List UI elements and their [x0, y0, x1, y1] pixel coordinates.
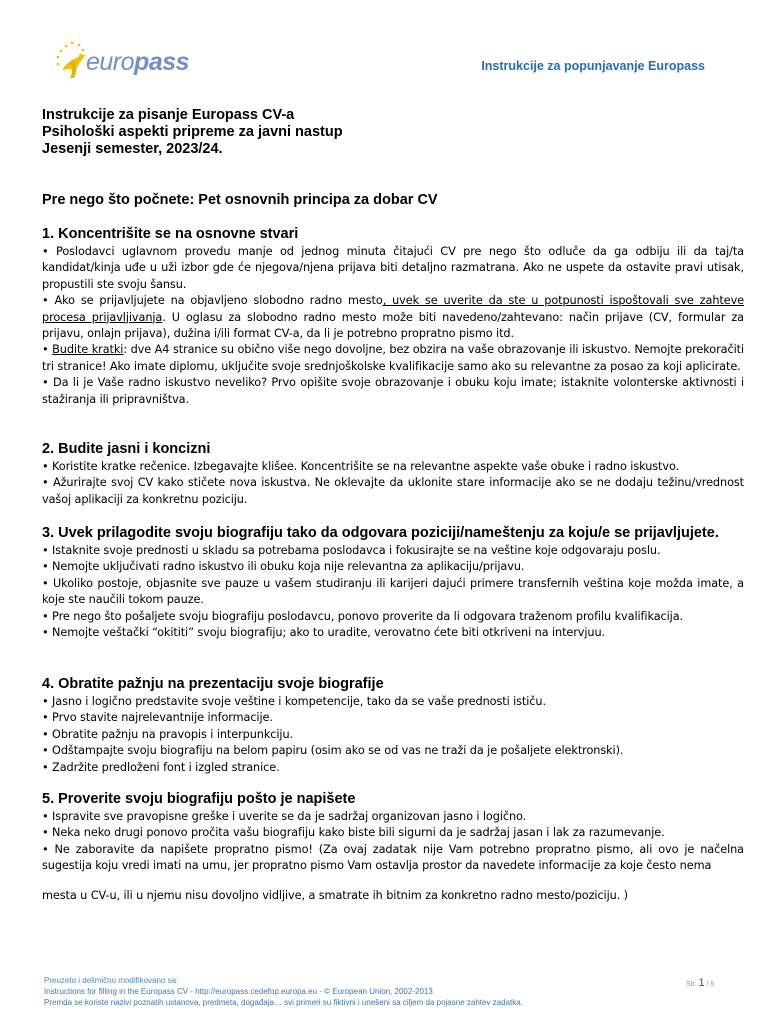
- section-1-bullet-3: • Budite kratki: dve A4 stranice su obično više nego dovoljne, bez obzira na vaše obrazovanje ili iskustvo. Nemojte prekoračiti tri stranice! Ako imate diplomu, uključite svoje srednjoškolske kvalifikacije samo ako su relevantne za posao za koji aplicirate.: [42, 343, 744, 373]
- footer-line-1: Preuzeto i delimično modifikovano sa:: [44, 976, 179, 985]
- europass-logo: [52, 40, 192, 82]
- footer-line-2: Instructions for filling in the Europass CV - http://europass.cedefop.europa.eu - © European Union, 2002-2013: [44, 987, 433, 996]
- section-1-bullet-4: • Da li je Vaše radno iskustvo neveliko? Prvo opišite svoje obrazovanje i obuku koju imate; istaknite volonterske aktivnosti i stažiranja ili pripravništva.: [42, 376, 744, 406]
- section-5-heading: 5. Proverite svoju biografiju pošto je napišete: [42, 791, 356, 807]
- section-4-bullet-1: • Jasno i logično predstavite svoje veštine i kompetencije, tako da se vaše prednosti ističu.: [42, 695, 546, 708]
- section-4-heading: 4. Obratite pažnju na prezentaciju svoje biografije: [42, 676, 384, 692]
- section-2: [42, 441, 744, 508]
- section-3-bullet-4: • Pre nego što pošaljete svoju biografiju poslodavcu, ponovo proverite da li odgovara traženom profilu kvalifikacija.: [42, 609, 684, 623]
- section-1-bullet-2: • Ako se prijavljujete na objavljeno slobodno radno mesto, uvek se uverite da ste u potpunosti ispoštovali sve zahteve procesa prijavljivanja. U oglasu za slobodno radno mesto može biti navedeno/zahtevano: način prijave (CV, formular za prijavu, onlajn prijava), dužina i/ili format CV-a, da li je potrebno propratno pismo itd.: [42, 294, 745, 341]
- section-2-bullet-1: • Koristite kratke rečenice. Izbegavajte klišee. Koncentrišite se na relevantne aspekte vaše obuke i radno iskustvo.: [42, 460, 680, 473]
- title-line-2: Psihološki aspekti pripreme za javni nastup: [42, 124, 343, 140]
- section-4: [42, 676, 744, 776]
- section-5-continuation: mesta u CV-u, ili u njemu nisu dovoljno vidljive, a smatrate ih bitnim za konkretno radno mesto/poziciju. ): [42, 888, 628, 902]
- document-title: [42, 107, 343, 158]
- section-4-bullet-2: • Prvo stavite najrelevantnije informacije.: [42, 711, 273, 725]
- header-title: Instrukcije za popunjavanje Europass: [481, 59, 705, 73]
- intro-heading: Pre nego što počnete: Pet osnovnih principa za dobar CV: [42, 192, 438, 208]
- section-5: [42, 791, 744, 904]
- footer-line-3: Premda se koriste nazivi poznatih ustanova, predmeta, događaja… svi primeri su fiktivni i unešeni sa ciljem da pojasne zahtev zadatka.: [44, 998, 523, 1007]
- europass-wordmark: europass: [86, 48, 190, 76]
- section-1: [42, 226, 744, 408]
- title-line-1: Instrukcije za pisanje Europass CV-a: [42, 107, 295, 123]
- section-2-bullet-2: • Ažurirajte svoj CV kako stičete nova iskustva. Ne oklevajte da uklonite stare informacije ako se ne dodaju težinu/vrednost vašoj aplikaciji za konkretnu poziciju.: [42, 476, 744, 506]
- section-3-heading: 3. Uvek prilagodite svoju biografiju tako da odgovara poziciji/nameštenju za koju/e se prijavljujete.: [42, 525, 719, 541]
- current-page: 1: [698, 977, 705, 989]
- section-3-bullet-5: • Nemojte veštački “okititi” svoju biografiju; ako to uradite, verovatno ćete biti otkriveni na intervjuu.: [42, 626, 606, 640]
- page-number: Str. 1 / 5: [686, 977, 715, 989]
- section-5-bullet-3: • Ne zaboravite da napišete propratno pismo! (Za ovaj zadatak nije Vam potrebno propratno pismo, ali ovo je načelna sugestija koju vredi imati na umu, jer propratno pismo Vam ostavlja prostor da navedete informacije za koje često nema: [42, 842, 744, 873]
- section-5-bullet-1: • Ispravite sve pravopisne greške i uverite se da je sadržaj organizovan jasno i logično.: [42, 810, 527, 823]
- section-3-bullet-1: • Istaknite svoje prednosti u skladu sa potrebama poslodavca i fokusirajte se na veštine koje odgovaraju poslu.: [42, 544, 661, 557]
- title-line-3: Jesenji semester, 2023/24.: [42, 141, 223, 157]
- total-pages: 5: [710, 981, 715, 988]
- section-3-bullet-3: • Ukoliko postoje, objasnite sve pauze u vašem studiranju ili karijeri dajući primere transfernih veština koje možda imate, a koje ste naučili tokom pauze.: [42, 576, 744, 607]
- section-3: [42, 525, 744, 641]
- section-4-bullet-4: • Odštampajte svoju biografiju na belom papiru (osim ako se od vas ne traži da je pošaljete elektronski).: [42, 744, 624, 758]
- section-2-heading: 2. Budite jasni i koncizni: [42, 441, 211, 457]
- section-3-bullet-2: • Nemojte uključivati radno iskustvo ili obuku koja nije relevantna za aplikaciju/prijavu.: [42, 560, 525, 574]
- section-1-heading: 1. Koncentrišite se na osnovne stvari: [42, 226, 299, 242]
- footer-credits: [44, 975, 523, 1008]
- section-5-bullet-2: • Neka neko drugi ponovo pročita vašu biografiju kako biste bili sigurni da je sadržaj jasan i lak za razumevanje.: [42, 826, 665, 840]
- section-1-bullet-1: • Poslodavci uglavnom provedu manje od jednog minuta čitajući CV pre nego što odluče da ga odbiju ili da taj/ta kandidat/kinja uđe u uži izbor gde će njegova/njena prijava biti detaljno razmatrana. Ako ne uspete da ostavite pravi utisak, propustili ste svoju šansu.: [42, 245, 744, 291]
- section-4-bullet-5: • Zadržite predloženi font i izgled stranice.: [42, 760, 280, 774]
- section-4-bullet-3: • Obratite pažnju na pravopis i interpunkciju.: [42, 727, 294, 741]
